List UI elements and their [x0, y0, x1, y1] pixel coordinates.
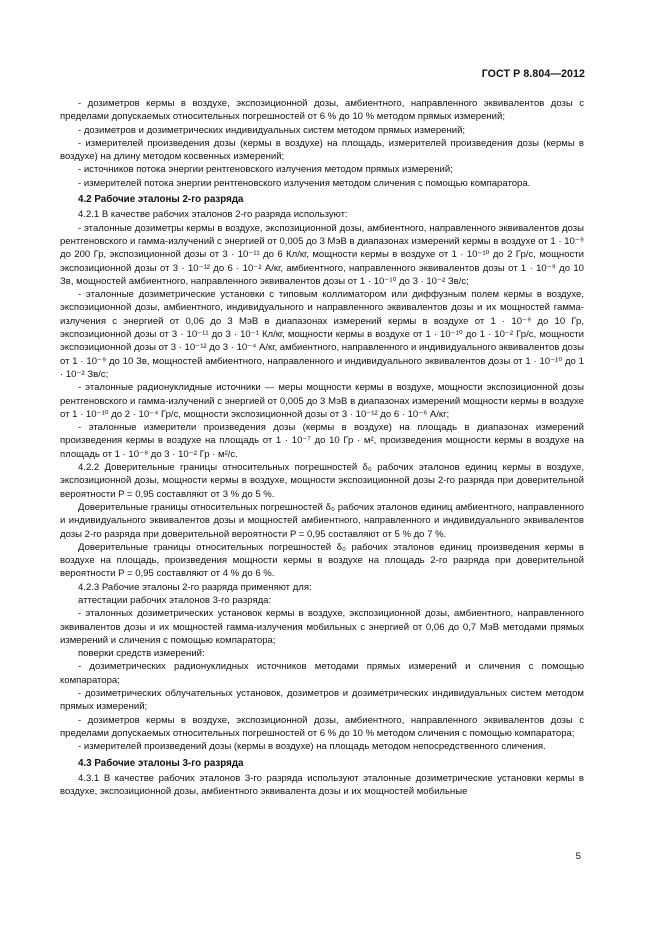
list-item: - эталонные измерители произведения дозы (кермы в воздухе) на площадь в диапазонах измерений произведения кермы в воздухе на площадь от 1 · 10⁻⁷ до 10 Гр · м², произведения мощности кермы в воздухе на площадь от 1 · 10⁻⁸ до 3 · 10⁻² Гр · м²/с.	[60, 422, 584, 460]
paragraph: Доверительные границы относительных погрешностей δ₀ рабочих эталонов единиц произведения кермы в воздухе на площадь, произведения мощности кермы в воздухе на площадь 2-го разряда при доверительной вероятности P = 0,95 составляют от 4 % до 6 %.	[60, 541, 584, 580]
list-item: - эталонные дозиметры кермы в воздухе, экспозиционной дозы, амбиентного, направленного эквивалентов дозы рентгеновского и гамма-излучений с энергией от 0,005 до 3 МэВ в диапазонах измерений кермы в воздухе от 1 · 10⁻⁹ до 200 Гр, экспозиционной дозы от 3 · 10⁻¹¹ до 6 Кл/кг, мощности кермы в воздухе от 1 · 10⁻¹⁰ до 2 Гр/с, мощности экспозиционной дозы от 3 · 10⁻¹² до 6 · 10⁻² А/кг, амбиентного, направленного эквивалентов дозы от 1 · 10⁻⁹ до 10 Зв, мощностей амбиентного, направленного эквивалентов дозы от 1 · 10⁻¹⁰ до 3 · 10⁻² Зв/с;	[60, 222, 584, 287]
list-item: - дозиметров кермы в воздухе, экспозиционной дозы, амбиентного, направленного эквивалентов дозы с пределами допускаемых относительных погрешностей от 6 % до 10 % методом сличения с помощью компаратора;	[60, 714, 584, 739]
list-item: - измерителей произведений дозы (кермы в воздухе) на площадь методом непосредственного сличения.	[78, 741, 546, 753]
page-number: 5	[575, 851, 581, 862]
document-body	[60, 97, 584, 798]
paragraph: аттестации рабочих эталонов 3-го разряда:	[78, 594, 272, 606]
list-item: - дозиметрических облучательных установок, дозиметров и дозиметрических индивидуальных систем методом прямых измерений;	[60, 688, 584, 713]
list-item: - дозиметрических радионуклидных источников методами прямых измерений и сличения с помощью компаратора;	[60, 661, 584, 686]
section-heading-4-2: 4.2 Рабочие эталоны 2-го разряда	[78, 194, 244, 206]
list-item: - источников потока энергии рентгеновского излучения методом прямых измерений;	[78, 164, 453, 176]
list-item: - измерителей произведения дозы (кермы в воздухе) на площадь, измерителей произведения дозы (кермы в воздухе) на длину методом косвенных измерений;	[60, 137, 584, 163]
clause-4-2-2: 4.2.2 Доверительные границы относительных погрешностей δ₀ рабочих эталонов единиц кермы в воздухе, экспозиционной дозы, мощности кермы в воздухе, мощности экспозиционной дозы 2-го разряда при доверительной вероятности P = 0,95 составляют от 3 % до 5 %.	[60, 462, 584, 500]
section-heading-4-3: 4.3 Рабочие эталоны 3-го разряда	[78, 757, 244, 769]
list-item: - эталонные дозиметрические установки с типовым коллиматором или диффузным полем кермы в воздухе, экспозиционной дозы, амбиентного, индивидуального и направленного эквивалентов дозы и их мощностей гамма-излучения с энергией от 0,06 до 3 МэВ в диапазонах измерений кермы в воздухе от 1 · 10⁻⁹ до 10 Гр, экспозиционной дозы от 3 · 10⁻¹¹ до 3 · 10⁻¹ Кл/кг, мощности кермы в воздухе от 1 · 10⁻¹⁰ до 1 · 10⁻² Гр/с, мощности экспозиционной дозы от 3 · 10⁻¹² до 3 · 10⁻⁴ А/кг, амбиентного, направленного и индивидуального эквивалентов дозы от 1 · 10⁻⁹ до 10 Зв, мощностей амбиентного, направленного и индивидуального эквивалентов дозы от 1 · 10⁻¹⁰ до 1 · 10⁻² Зв/с;	[60, 289, 584, 380]
list-item: - эталонных дозиметрических установок кермы в воздухе, экспозиционной дозы, амбиентного, направленного эквивалентов дозы и их мощностей гамма-излучения мобильных с энергией от 0,06 до 0,7 МэВ методами прямых измерений и сличения с помощью компаратора;	[60, 608, 584, 646]
paragraph: поверки средств измерений:	[78, 648, 205, 660]
document-code-header: ГОСТ Р 8.804—2012	[481, 68, 585, 80]
list-item: - эталонные радионуклидные источники — меры мощности кермы в воздухе, мощности экспозиционной дозы рентгеновского и гамма-излучений с энергией от 0,005 до 3 МэВ в диапазонах измерений мощности кермы в воздухе от 1 · 10⁻¹⁰ до 2 · 10⁻⁴ Гр/с, мощности экспозиционной дозы от 3 · 10⁻¹² до 6 · 10⁻⁶ А/кг;	[60, 382, 584, 420]
list-item: - измерителей потока энергии рентгеновского излучения методом сличения с помощью компаратора.	[78, 177, 531, 189]
clause-4-2-3: 4.2.3 Рабочие эталоны 2-го разряда применяют для:	[78, 581, 312, 593]
list-item: - дозиметров и дозиметрических индивидуальных систем методом прямых измерений;	[78, 124, 466, 136]
clause-4-3-1: 4.3.1 В качестве рабочих эталонов 3-го разряда используют эталонные дозиметрические установки кермы в воздухе, экспозиционной дозы, амбиентного эквивалента дозы и их мощностей мобильные	[60, 772, 584, 798]
paragraph: Доверительные границы относительных погрешностей δ₀ рабочих эталонов единиц амбиентного, направленного и индивидуального эквивалентов дозы и мощностей амбиентного, направленного и индивидуального эквивалентов дозы 2-го разряда при доверительной вероятности P = 0,95 составляют от 5 % до 7 %.	[60, 501, 584, 540]
list-item: - дозиметров кермы в воздухе, экспозиционной дозы, амбиентного, направленного эквивалентов дозы с пределами допускаемых относительных погрешностей от 6 % до 10 % методом прямых измерений;	[60, 98, 584, 123]
clause-4-2-1: 4.2.1 В качестве рабочих эталонов 2-го разряда используют:	[78, 209, 348, 221]
